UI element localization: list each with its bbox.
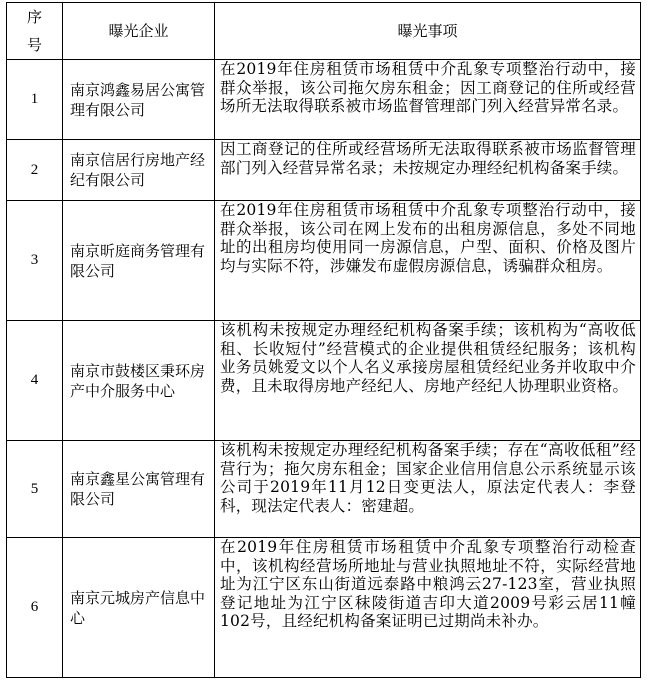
row-company: 南京鑫星公寓管理有限公司: [63, 441, 215, 538]
header-company: 曝光企业: [63, 3, 215, 60]
row-company: 南京信居行房地产经纪有限公司: [63, 140, 215, 201]
table-row: [7, 538, 641, 678]
row-event: 在2019年住房租赁市场租赁中介乱象专项整治行动检查中，该机构经营场所地址与营业执照地址不符，实际经营地址为江宁区东山街道远泰路中粮鸿云27-123室，营业执照登记地址为江宁区秣陵街道吉印大道2009号彩云居11幢102号，且经纪机构备案证明已过期尚未补办。: [215, 538, 641, 678]
row-serial-number: 4: [7, 321, 63, 441]
row-serial-number: 3: [7, 201, 63, 321]
row-serial-number: 2: [7, 140, 63, 201]
table-row: [7, 201, 641, 321]
exposure-table: [6, 2, 641, 678]
row-company: 南京鸿鑫易居公寓管理有限公司: [63, 60, 215, 140]
header-event: 曝光事项: [215, 3, 641, 60]
table-row: [7, 140, 641, 201]
table-row: [7, 441, 641, 538]
table-row: [7, 60, 641, 140]
row-serial-number: 1: [7, 60, 63, 140]
row-event: 在2019年住房租赁市场租赁中介乱象专项整治行动中，接群众举报，该公司拖欠房东租金；因工商登记的住所或经营场所无法取得联系被市场监督管理部门列入经营异常名录。: [215, 60, 641, 140]
header-serial-number-label: 序 号: [26, 8, 42, 54]
row-event: 因工商登记的住所或经营场所无法取得联系被市场监督管理部门列入经营异常名录；未按规定办理经纪机构备案手续。: [215, 140, 641, 201]
row-event: 在2019年住房租赁市场租赁中介乱象专项整治行动中，接群众举报，该公司在网上发布的出租房源信息，多处不同地址的出租房均使用同一房源信息，户型、面积、价格及图片均与实际不符，涉嫌发布虚假房源信息，诱骗群众租房。: [215, 201, 641, 321]
row-company: 南京昕庭商务管理有限公司: [63, 201, 215, 321]
row-company: 南京元城房产信息中心: [63, 538, 215, 678]
row-company: 南京市鼓楼区秉环房产中介服务中心: [63, 321, 215, 441]
row-event: 该机构未按规定办理经纪机构备案手续；存在“高收低租”经营行为；拖欠房东租金；国家企业信用信息公示系统显示该公司于2019年11月12日变更法人，原法定代表人：李登科，现法定代表人：密建超。: [215, 441, 641, 538]
row-serial-number: 6: [7, 538, 63, 678]
header-serial-number: [7, 3, 63, 60]
table-header-row: [7, 3, 641, 60]
row-event: 该机构未按规定办理经纪机构备案手续；该机构为“高收低租、长收短付”经营模式的企业提供租赁经纪服务；该机构业务员姚爱文以个人名义承接房屋租赁经纪业务并收取中介费，且未取得房地产经纪人、房地产经纪人协理职业资格。: [215, 321, 641, 441]
row-serial-number: 5: [7, 441, 63, 538]
table-row: [7, 321, 641, 441]
